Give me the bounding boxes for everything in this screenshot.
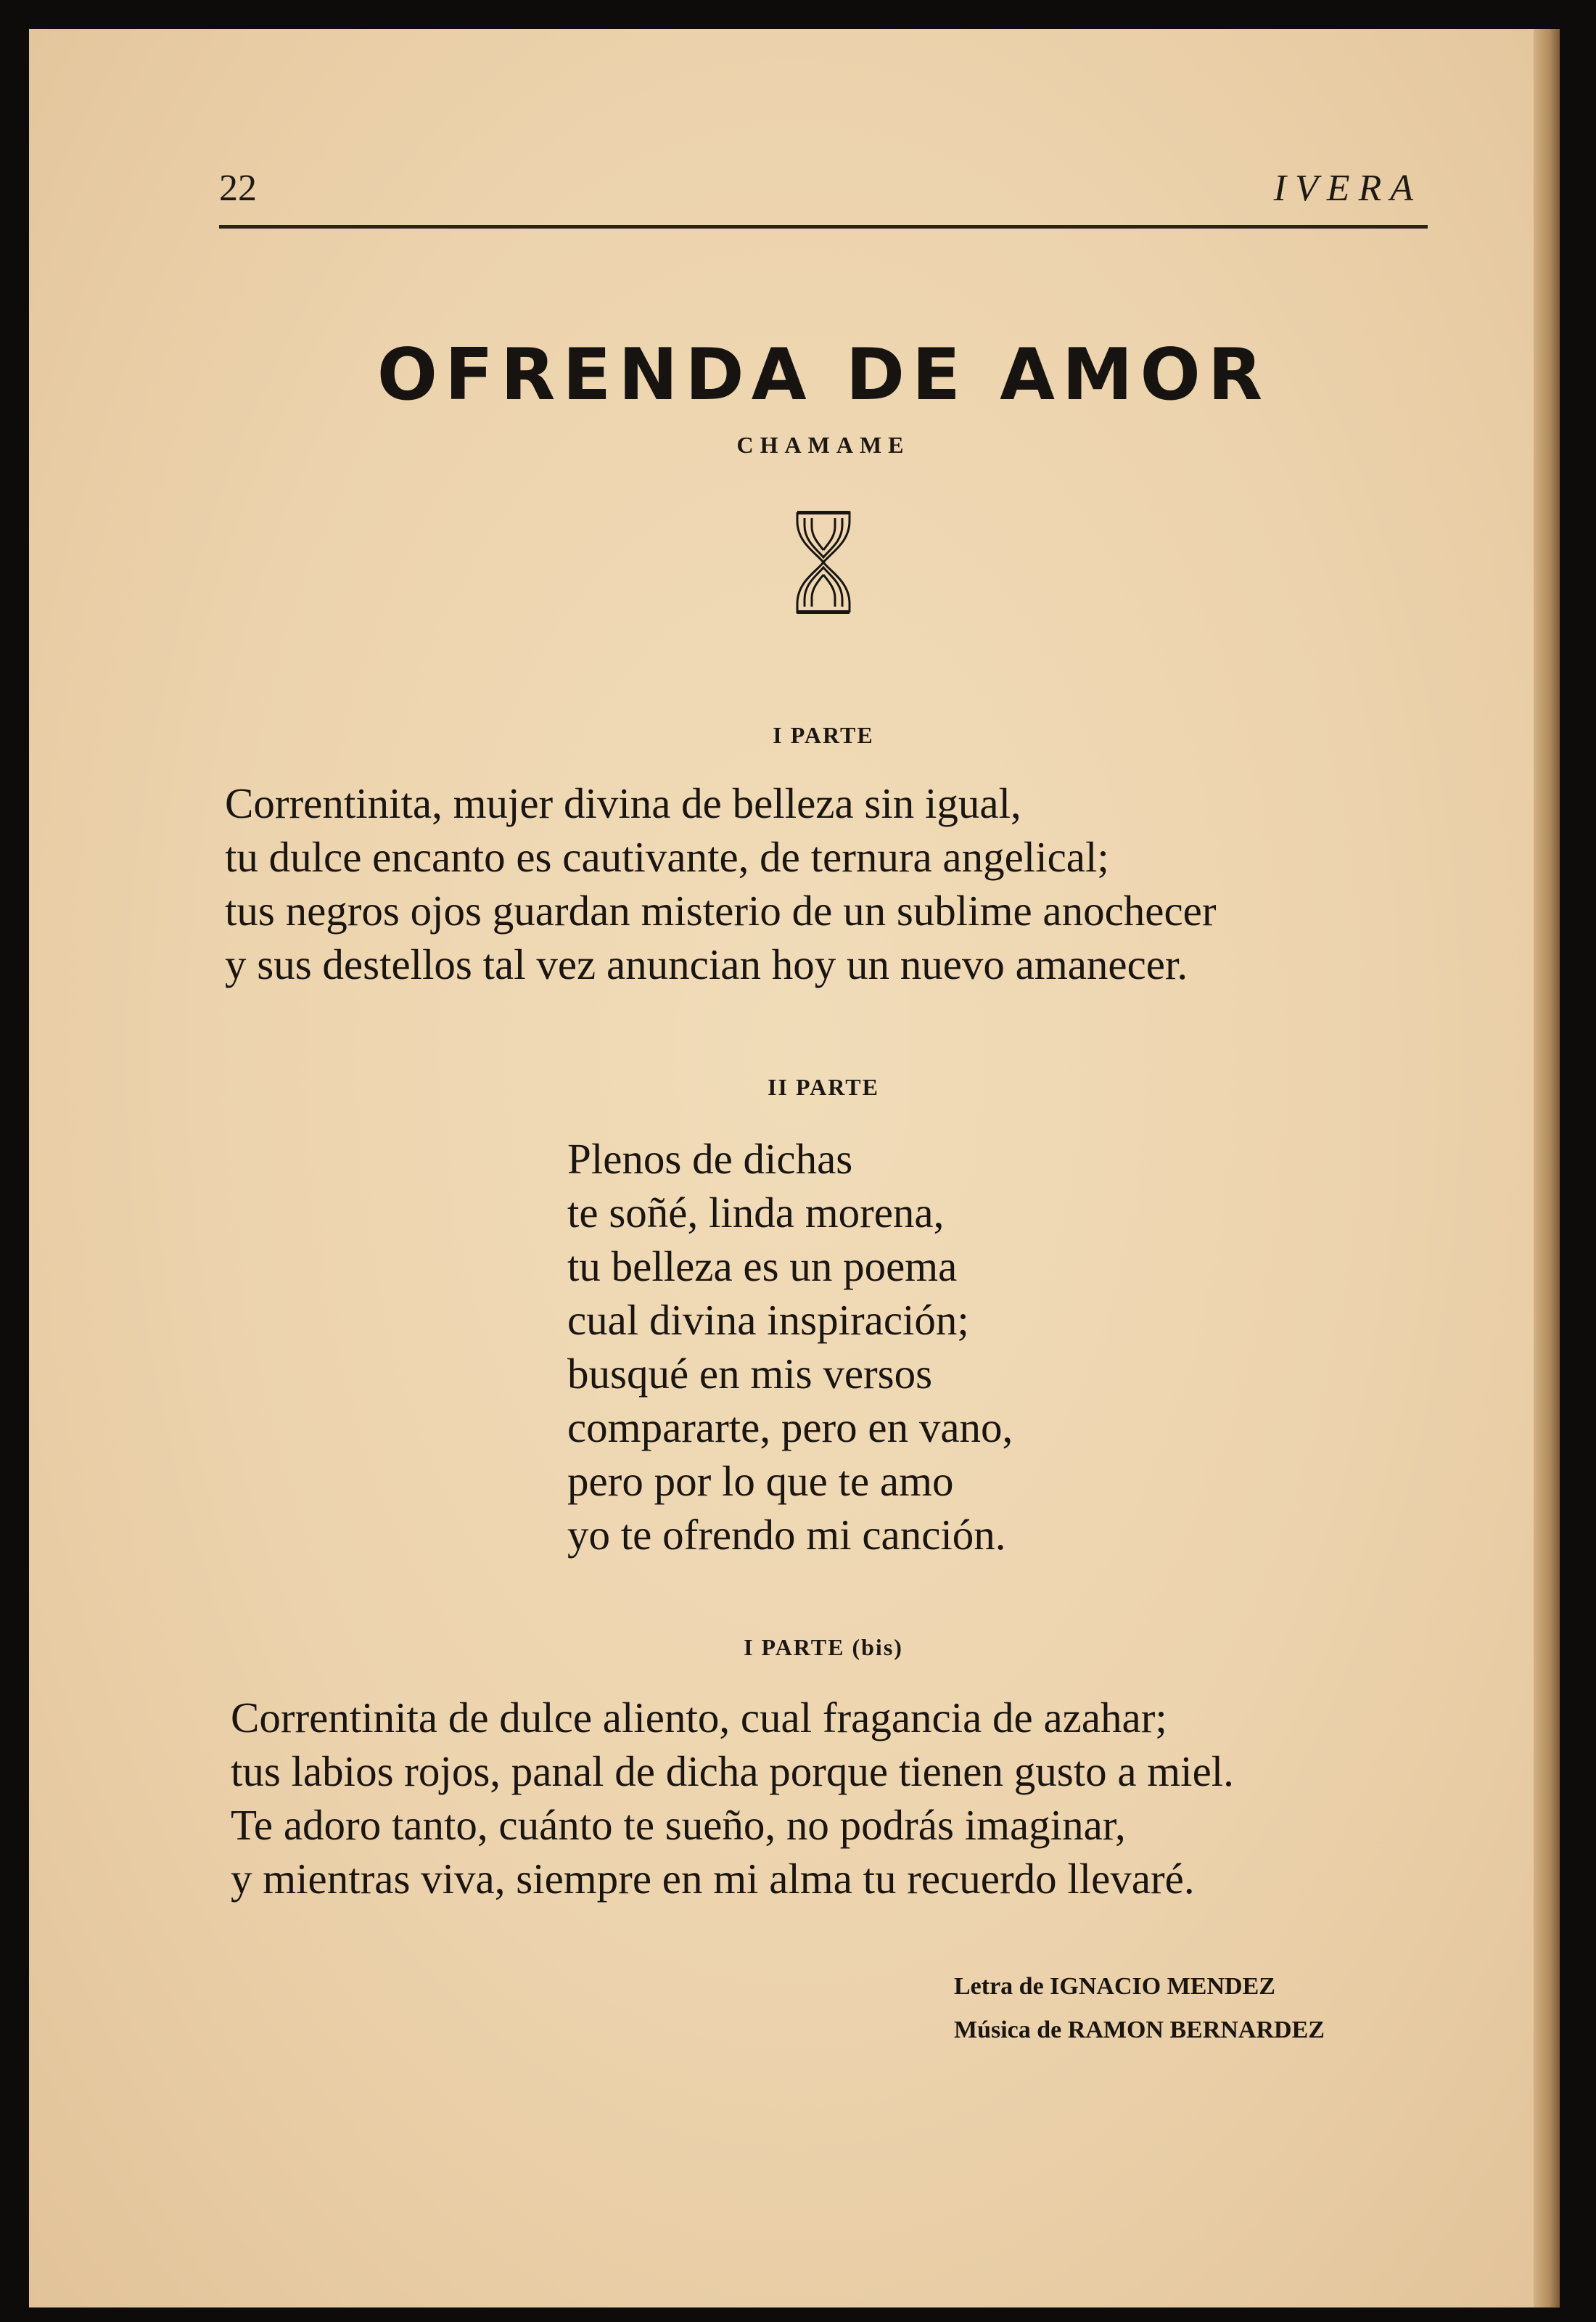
verse-line: Te adoro tanto, cuánto te sueño, no podrás imaginar, xyxy=(231,1801,1126,1849)
verse-line: y sus destellos tal vez anuncian hoy un nuevo amanecer. xyxy=(225,940,1188,988)
running-title: IVERA xyxy=(1273,168,1422,209)
book-page xyxy=(29,29,1560,2307)
verse-line: Correntinita, mujer divina de belleza sin igual, xyxy=(225,779,1021,827)
verse-line: compararte, pero en vano, xyxy=(567,1403,1013,1451)
verse-part-1 xyxy=(225,776,1216,991)
song-credits xyxy=(954,1965,1325,2052)
verse-line: cual divina inspiración; xyxy=(567,1296,969,1344)
verse-line: Correntinita de dulce aliento, cual fragancia de azahar; xyxy=(231,1694,1167,1742)
verse-line: busqué en mis versos xyxy=(567,1350,933,1398)
section-label-part-2: II PARTE xyxy=(768,1074,879,1100)
section-label-part-1: I PARTE xyxy=(773,722,874,748)
header-rule xyxy=(219,225,1428,229)
verse-line: tus negros ojos guardan misterio de un sublime anochecer xyxy=(225,887,1217,935)
verse-line: te soñé, linda morena, xyxy=(567,1189,945,1236)
ornament-icon xyxy=(793,508,854,617)
verse-line: tus labios rojos, panal de dicha porque tienen gusto a miel. xyxy=(231,1747,1234,1795)
section-label-part-1-bis: I PARTE (bis) xyxy=(744,1634,903,1660)
music-credit: Música de RAMON BERNARDEZ xyxy=(954,2017,1325,2043)
book-spine-edge xyxy=(1534,29,1560,2307)
verse-line: y mientras viva, siempre en mi alma tu recuerdo llevaré. xyxy=(231,1855,1195,1903)
page-number: 22 xyxy=(219,168,257,209)
verse-line: Plenos de dichas xyxy=(567,1135,853,1183)
verse-part-1-bis xyxy=(231,1691,1234,1905)
verse-line: pero por lo que te amo xyxy=(567,1457,954,1505)
song-genre: CHAMAME xyxy=(736,432,910,458)
lyrics-credit: Letra de IGNACIO MENDEZ xyxy=(954,1973,1275,2000)
verse-line: tu belleza es un poema xyxy=(567,1242,958,1290)
verse-part-2 xyxy=(567,1132,1013,1562)
verse-line: tu dulce encanto es cautivante, de ternura angelical; xyxy=(225,833,1109,881)
verse-line: yo te ofrendo mi canción. xyxy=(567,1511,1006,1559)
song-title: OFRENDA DE AMOR xyxy=(377,334,1270,417)
